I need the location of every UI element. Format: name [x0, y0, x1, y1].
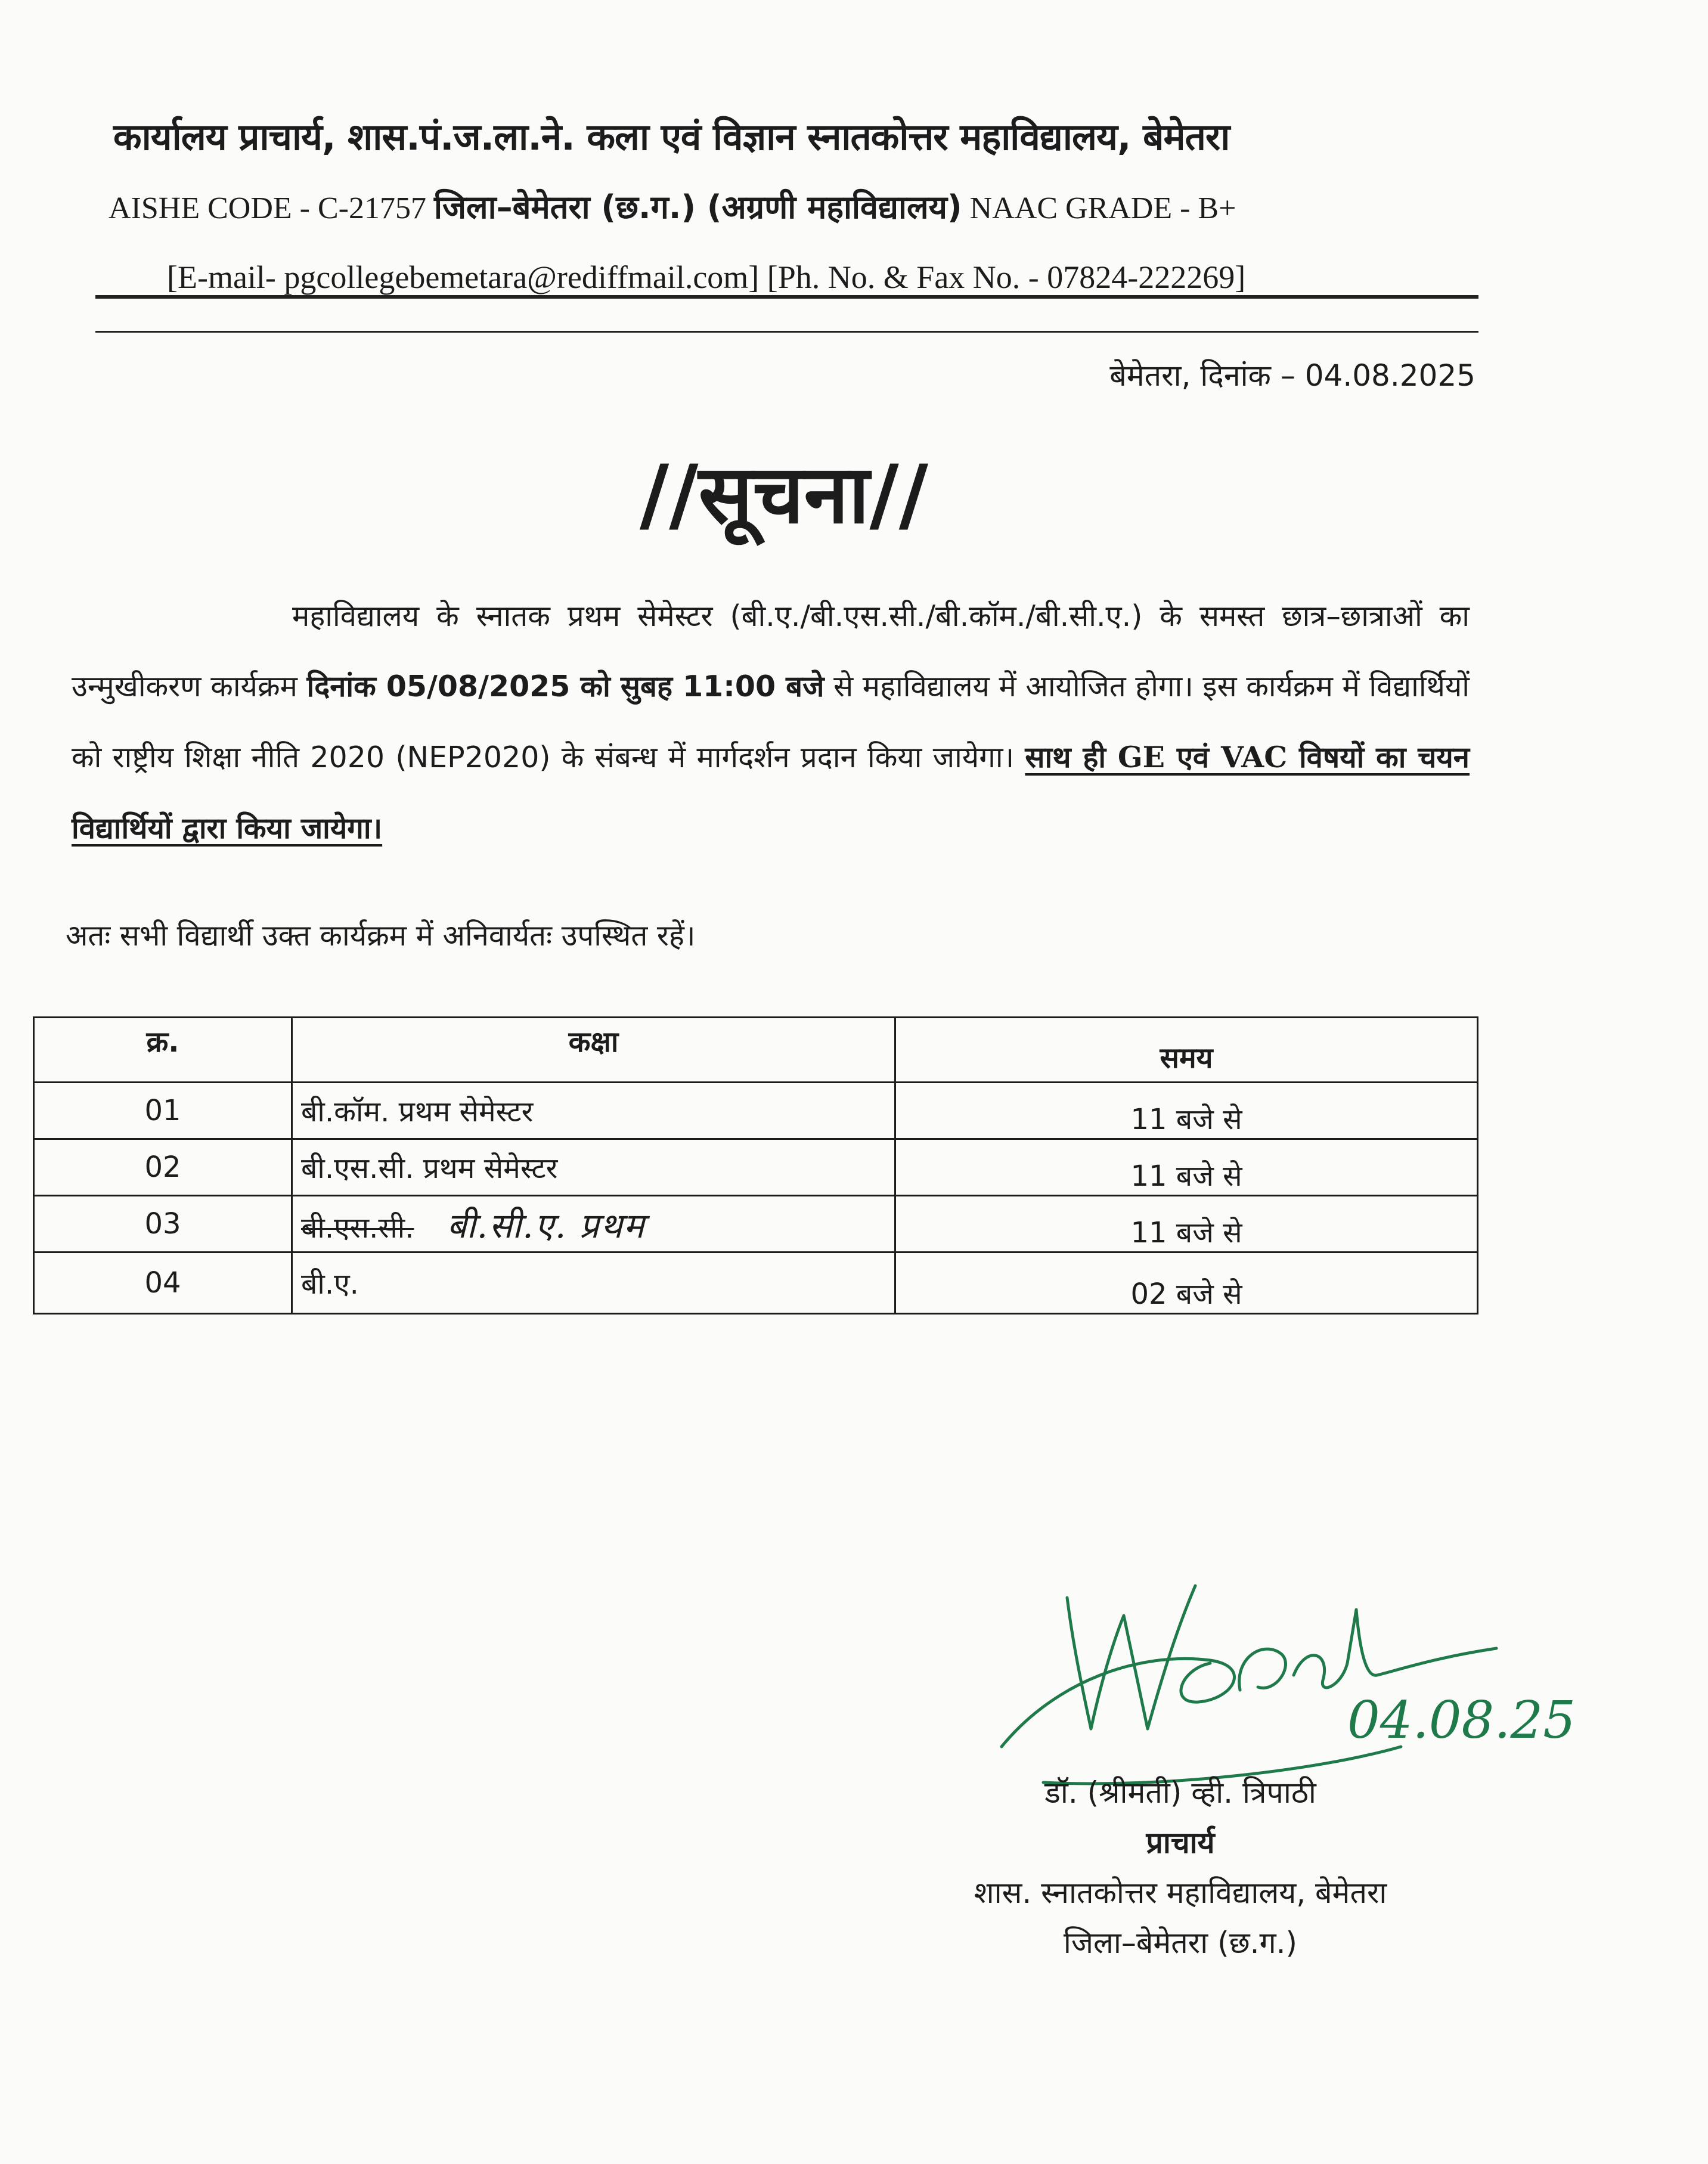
row-time: 11 बजे से	[895, 1139, 1478, 1196]
table-header-row	[34, 1018, 1478, 1083]
body-text-2: से महाविद्यालय में आयोजित होगा। इस कार्यक्रम में विद्यार्थियों को राष्ट्रीय शिक्षा नीति 2020 (NEP2020) के संबन्ध में मार्गदर्शन प्रदान किया जायेगा।	[72, 669, 1470, 774]
row-sn: 01	[34, 1083, 292, 1139]
signatory-name: डॉ. (श्रीमती) व्ही. त्रिपाठी	[1044, 1775, 1316, 1810]
row-time: 11 बजे से	[895, 1196, 1478, 1252]
header-class: कक्षा	[292, 1018, 895, 1083]
header-time: समय	[895, 1018, 1478, 1083]
row-sn: 03	[34, 1196, 292, 1252]
header-codes-line	[109, 184, 1474, 232]
row-sn: 02	[34, 1139, 292, 1196]
attendance-note: अतः सभी विद्यार्थी उक्त कार्यक्रम में अनिवार्यतः उपस्थित रहें।	[66, 919, 696, 953]
contact-line: [E-mail- pgcollegebemetara@rediffmail.com] [Ph. No. & Fax No. - 07824-222269]	[167, 259, 1246, 295]
row-time: 11 बजे से	[895, 1083, 1478, 1139]
notice-body	[72, 581, 1470, 864]
row-time: 02 बजे से	[895, 1252, 1478, 1314]
signatory-institution: शास. स्नातकोत्तर महाविद्यालय, बेमेतरा	[974, 1875, 1387, 1910]
row-class: बी.कॉम. प्रथम सेमेस्टर	[292, 1083, 895, 1139]
district-lead-college: जिला–बेमेतरा (छ.ग.) (अग्रणी महाविद्यालय)	[433, 188, 962, 226]
row-sn: 04	[34, 1252, 292, 1314]
header-rule-thin	[95, 331, 1478, 333]
naac-grade: NAAC GRADE - B+	[969, 191, 1236, 225]
struck-class-text: बी.एस.सी.	[301, 1211, 414, 1245]
table-row	[34, 1139, 1478, 1196]
signature-date: 04.08.25	[1347, 1691, 1576, 1750]
table-row	[34, 1196, 1478, 1252]
row-class: बी.ए.	[292, 1252, 895, 1314]
signatory-block	[882, 1768, 1478, 1968]
notice-heading: //सूचना//	[639, 448, 929, 541]
table-row	[34, 1252, 1478, 1314]
row-class: बी.एस.सी. प्रथम सेमेस्टर	[292, 1139, 895, 1196]
body-underlined-text: साथ ही GE एवं VAC विषयों का चयन विद्यार्थियों द्वारा किया जायेगा।	[72, 740, 1470, 845]
signatory-designation: प्राचार्य	[1146, 1825, 1215, 1860]
schedule-table	[33, 1016, 1478, 1314]
signatory-district: जिला–बेमेतरा (छ.ग.)	[1063, 1926, 1298, 1960]
body-text-1: महाविद्यालय के स्नातक प्रथम सेमेस्टर (बी.ए./बी.एस.सी./बी.कॉम./बी.सी.ए.) के समस्त छात्र–छात्राओं का उन्मुखीकरण कार्यक्रम	[72, 599, 1470, 703]
office-title: कार्यालय प्राचार्य, शास.पं.ज.ला.ने. कला एवं विज्ञान स्नातकोत्तर महाविद्यालय, बेमेतरा	[113, 115, 1230, 159]
header-rule-thick	[95, 295, 1478, 299]
header-sn: क्र.	[34, 1018, 292, 1083]
body-date-time: दिनांक 05/08/2025 को सुबह 11:00 बजे	[306, 669, 824, 703]
row-class-corrected	[292, 1196, 895, 1252]
table-row	[34, 1083, 1478, 1139]
handwritten-class-correction: बी.सी.ए. प्रथम	[447, 1205, 646, 1246]
date-line: बेमेतरा, दिनांक – 04.08.2025	[1109, 358, 1475, 393]
aishe-code: AISHE CODE - C-21757	[109, 191, 426, 225]
